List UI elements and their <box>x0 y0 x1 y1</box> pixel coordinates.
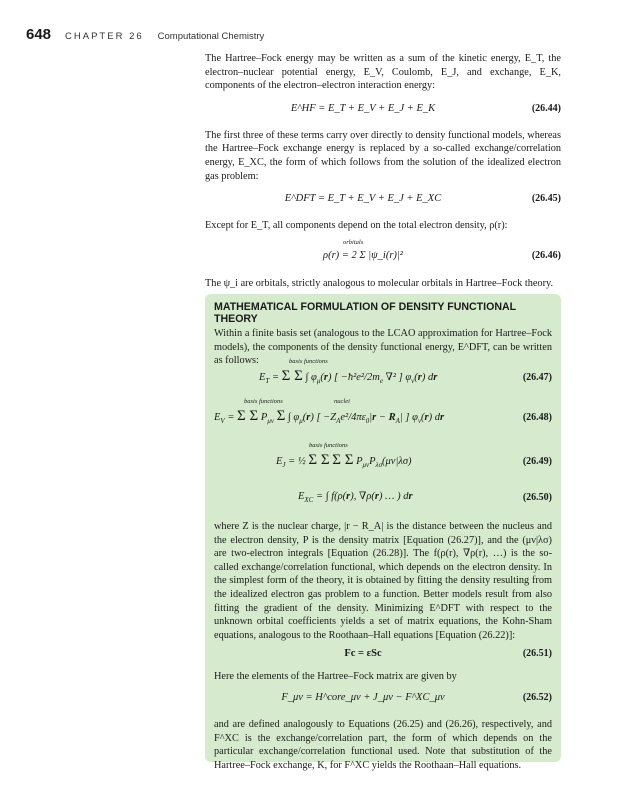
equation-number: (26.46) <box>531 249 561 261</box>
page-number: 648 <box>26 26 52 43</box>
equation-number: (26.50) <box>522 492 552 503</box>
box-end-text: and are defined analogously to Equations (26.25) and (26.26), respectively, and F^XC is the exchange/correlation part, the form of which depends on the particular exchange/correlation functional used. Note that substitution of the Hartree–Fock exchange, K, for F^XC yields the Roothaan–Hall equations. <box>214 718 552 771</box>
equation-number: (26.45) <box>531 193 561 205</box>
intro-section <box>205 52 561 290</box>
equation-text: E^DFT = E_T + E_V + E_J + E_XC <box>284 193 442 205</box>
equation-26-52 <box>214 692 552 710</box>
sum-label: orbitals <box>343 238 364 246</box>
equation-text: F_μν = H^core_μν + J_μν − F^XC_μν <box>281 691 445 703</box>
equation-body: $E_J$ = ½ Σ Σ Σ Σ $P_{\mu\nu}P_{\lambda\sigma}(\mu\nu|\lambda\sigma)$ <box>276 452 412 470</box>
equation-number: (26.51) <box>522 648 552 660</box>
chapter-label: CHAPTER 26 <box>65 31 144 42</box>
paragraph-2: The first three of these terms carry over directly to density functional models, whereas the Hartree–Fock exchange energy is replaced by a so-called exchange/correlation energy, E_XC, the form of which follows from the solution of the idealized electron gas problem: <box>205 129 561 182</box>
equation-26-50 <box>214 484 552 514</box>
box-lead: Within a finite basis set (analogous to the LCAO approximation for Hartree–Fock models), the components of the density functional energy, E^DFT, can be written as follows: <box>214 328 552 367</box>
equation-number: (26.48) <box>522 412 552 423</box>
equation-body: $E_V = \Sigma$ Σ $P_{\mu\nu}$ Σ ∫ $\varphi_\mu(r)$ [ $-Z_Ae^2/4\pi\varepsilon_0|r - R_A|$ ] $\varphi_\nu(r)$ dr <box>214 408 445 426</box>
equation-26-51 <box>214 648 552 666</box>
dft-formulation-box <box>205 294 561 771</box>
box-body <box>214 520 552 772</box>
chapter-title: Computational Chemistry <box>157 31 265 42</box>
box-paragraph: where Z is the nuclear charge, |r − R_A| is the distance between the nucleus and the electron density, P is the density matrix [Equation (26.27)], and the (μν|λσ) are two-electron integrals [Equation (26.28)]. The f(ρ(r), ∇ρ(r), …) is the so-called exchange/correlation functional, which depends on the electron density. In the simplest form of the theory, it is obtained by fitting the density resulting from the idealized electron gas problem to a function. Better models result from also fitting the gradient of the density. Minimizing E^DFT with respect to the unknown orbital coefficients yields a set of matrix equations, the Kohn-Sham equations, analogous to the Roothaan–Hall equations [Equation (26.22)]: <box>214 521 552 641</box>
equation-26-48 <box>214 398 552 442</box>
sum-label: basis functions <box>244 398 283 405</box>
paragraph-4: The ψ_i are orbitals, strictly analogous to molecular orbitals in Hartree–Fock theory. <box>205 277 554 289</box>
equation-26-44 <box>205 103 561 121</box>
sum-label: basis functions <box>309 442 348 449</box>
equation-body: $E_{XC}$ = ∫ f(ρ(r), ∇ρ(r) … ) dr <box>298 491 413 505</box>
equation-text: ρ(r) = 2 Σ |ψ_i(r)|² <box>323 249 403 261</box>
equation-26-47 <box>214 358 552 398</box>
equation-text: Fc = εSc <box>344 648 382 660</box>
running-header <box>26 26 264 43</box>
equation-number: (26.44) <box>531 102 561 114</box>
box-title: MATHEMATICAL FORMULATION OF DENSITY FUNCTIONAL THEORY <box>214 301 516 325</box>
equation-number: (26.52) <box>522 691 552 703</box>
equation-number: (26.47) <box>522 372 552 383</box>
sum-label: basis functions <box>289 358 328 365</box>
equation-number: (26.49) <box>522 456 552 467</box>
equation-26-49 <box>214 442 552 482</box>
equation-text: E^HF = E_T + E_V + E_J + E_K <box>290 102 436 114</box>
paragraph-3: Except for E_T, all components depend on the total electron density, ρ(r): <box>205 220 508 232</box>
paragraph-1: The Hartree–Fock energy may be written as a sum of the kinetic energy, E_T, the electron–nuclear potential energy, E_V, Coulomb, E_J, and exchange, E_K, components of the electron–electron interaction energy: <box>205 53 561 92</box>
sum-label-nuclei: nuclei <box>334 398 350 405</box>
equation-body: $E_T = \Sigma$ Σ ∫ $\varphi_\mu(r)$ [ $-ħ^2e^2/2m_e$ ∇² ] $\varphi_\nu(r)$ dr <box>259 368 438 386</box>
equation-26-46 <box>205 239 561 271</box>
equation-26-45 <box>205 193 561 211</box>
box-mid-text: Here the elements of the Hartree–Fock matrix are given by <box>214 671 457 683</box>
